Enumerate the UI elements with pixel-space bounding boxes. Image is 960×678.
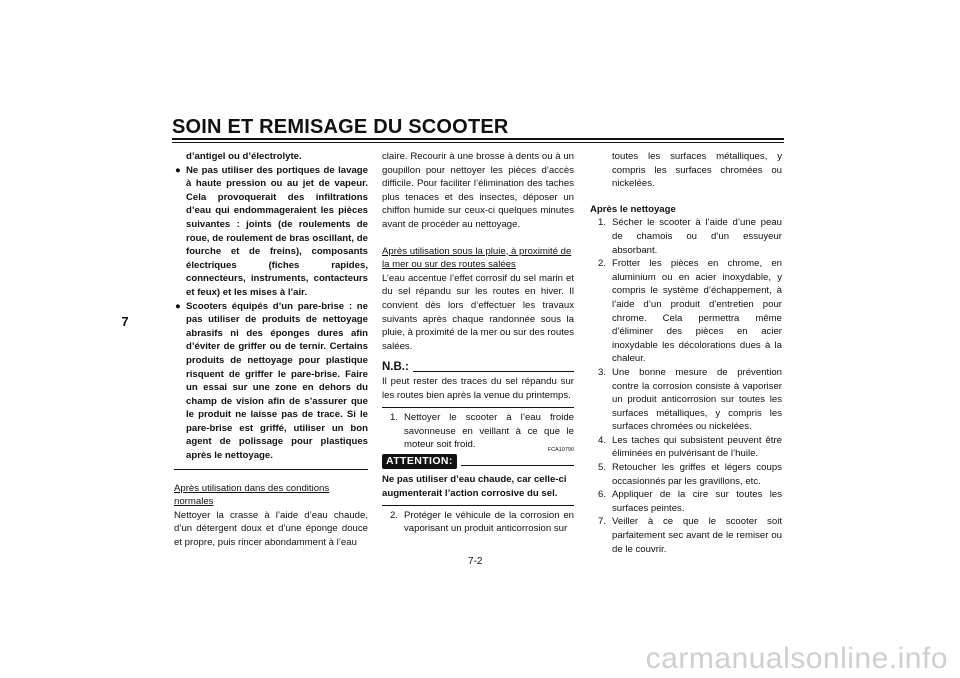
list-number: 2. — [598, 258, 607, 270]
warning-bullet — [174, 164, 368, 300]
list-text: Les taches qui subsistent peuvent être éliminées en pulvérisant de l’huile. — [612, 434, 782, 460]
list-number: 6. — [598, 489, 607, 501]
attention-text: Ne pas utiliser d’eau chaude, car celle-ci augmenterait l’action corrosive du sel. — [382, 474, 567, 500]
page-number: 7-2 — [468, 556, 483, 567]
step-text: Nettoyer le scooter à l’eau froide savonneuse en veillant à ce que le moteur soit froid. — [404, 412, 574, 451]
bullet-text: Scooters équipés d’un pare-brise : ne pas utiliser de produits de nettoyage abrasifs ni des éponges dures afin d’éviter de griffer ou de ternir. Certains produits de nettoyage pour plastique risquent de griffer le pare-brise. Faire un essai sur une zone en dehors du champ de vision afin de s’assurer que le produit ne laisse pas de trace. Si le pare-brise est griffé, utiliser un bon agent de polissage pour plastiques après le nettoyage. — [186, 300, 368, 462]
list-text: Sécher le scooter à l’aide d’une peau de chamois ou d’un essuyeur absorbant. — [612, 217, 782, 256]
warning-bullet — [174, 300, 368, 463]
paragraph-continued: claire. Recourir à une brosse à dents ou à un goupillon pour nettoyer les pièces d’accès difficile. Pour faciliter l’élimination des taches plus tenaces et des insectes, déposer un chiffon humide sur ceux-ci quelques minutes avant de procéder au nettoyage. — [382, 151, 574, 230]
list-number: 3. — [598, 366, 607, 378]
list-text: Une bonne mesure de prévention contre la corrosion consiste à vaporiser un produit anticorrosion sur toutes les surfaces métalliques, y compris les surfaces chromées ou nickelées. — [612, 366, 782, 433]
list-number: 1. — [598, 217, 607, 229]
list-number: 5. — [598, 462, 607, 474]
bullet-dot-icon: ● — [175, 300, 181, 312]
step-text: Protéger le véhicule de la corrosion en vaporisant un produit anticorrosion sur — [404, 509, 574, 535]
section-heading-after-cleaning: Après le nettoyage — [590, 203, 676, 215]
attention-rule — [461, 465, 574, 466]
watermark: carmanualsonline.info — [645, 642, 948, 675]
continued-text: d’antigel ou d’électrolyte. — [186, 151, 302, 162]
bullet-dot-icon: ● — [175, 164, 181, 176]
column-1 — [174, 150, 368, 550]
column-2 — [382, 150, 574, 536]
list-text: Appliquer de la cire sur toutes les surfaces peintes. — [612, 489, 782, 514]
list-text: Veiller à ce que le scooter soit parfaitement sec avant de le remiser ou de le couvrir. — [612, 516, 782, 555]
title-rule-thin — [172, 142, 784, 143]
step-number: 2. — [390, 509, 399, 521]
bullet-text: Ne pas utiliser des portiques de lavage à haute pression ou au jet de vapeur. Cela provoquerait des infiltrations d’eau qui endommageraient les pièces suivantes : joints (de roulements de roue, de roulement de bras oscillant, de fourche et de freins), composants électriques (fiches rapides, connecteurs, instruments, contacteurs et feux) et les mises à l’air. — [186, 164, 368, 298]
list-text: Retoucher les griffes et légers coups occasionnés par les gravillons, etc. — [612, 462, 782, 487]
attention-block — [382, 447, 574, 506]
section-heading-rain: Après utilisation sous la pluie, à proximité de la mer ou sur des routes salées — [382, 245, 572, 271]
paragraph-rain: L’eau accentue l’effet corrosif du sel marin et du sel répandu sur les routes en hiver. Il convient dès lors d’effectuer les travaux suivants après chaque randonnée sous la pluie, à proximité de la mer ou sur des routes salées. — [382, 272, 574, 352]
nb-text: Il peut rester des traces du sel répandu sur les routes bien après la venue du printemps. — [382, 375, 574, 401]
attention-badge: ATTENTION: — [382, 454, 457, 470]
step-item — [382, 411, 574, 452]
chapter-tab: 7 — [121, 313, 129, 329]
list-item — [590, 515, 782, 556]
list-number: 4. — [598, 434, 607, 446]
list-text: Frotter les pièces en chrome, en aluminium ou en acier inoxydable, y compris le système d’échappement, à l’aide d’un produit d’entretien pour chrome. Cela permettra même d’éliminer des pièces en acier inoxydable les décolorations dues à la chaleur. — [612, 258, 782, 365]
title-rule — [172, 138, 784, 140]
step-number: 1. — [390, 412, 399, 424]
section-heading-normal: Après utilisation dans des conditions normales — [174, 482, 330, 508]
list-item — [590, 461, 782, 488]
attention-code: FCA10790 — [547, 446, 574, 453]
step-continued: toutes les surfaces métalliques, y compris les surfaces chromées ou nickelées. — [612, 151, 782, 190]
list-item — [590, 216, 782, 257]
column-3 — [590, 150, 782, 556]
paragraph-normal: Nettoyer la crasse à l’aide d’eau chaude, d’un détergent doux et d’une éponge douce et propre, puis rincer abondamment à l’eau — [174, 509, 368, 549]
nb-rule — [413, 371, 574, 372]
list-item — [590, 366, 782, 434]
page-title: SOIN ET REMISAGE DU SCOOTER — [172, 116, 509, 138]
list-item — [590, 488, 782, 515]
list-item — [590, 257, 782, 366]
step-item — [382, 509, 574, 536]
nb-label: N.B.: — [382, 361, 409, 374]
list-item — [590, 434, 782, 461]
nb-header — [382, 361, 574, 375]
list-number: 7. — [598, 516, 607, 528]
